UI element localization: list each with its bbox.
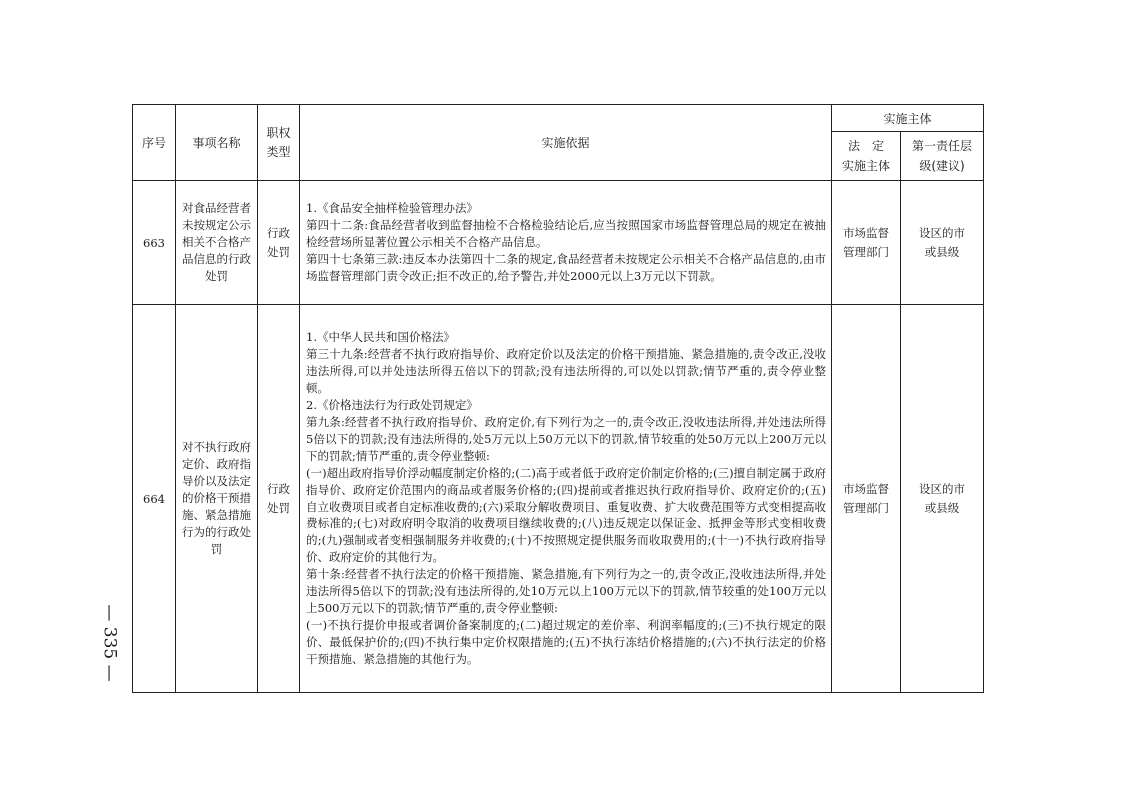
administrative-penalty-table	[132, 104, 984, 693]
row-body: 市场监督管理部门	[832, 305, 901, 693]
row-seq: 664	[133, 305, 176, 693]
basis-paragraph: 1.《中华人民共和国价格法》	[306, 330, 455, 345]
header-subject: 实施主体	[832, 105, 984, 132]
basis-paragraph: (一)不执行提价申报或者调价备案制度的;(二)超过规定的差价率、利润率幅度的;(三)不执行规定的限价、最低保护价的;(四)不执行集中定价权限措施的;(五)不执行冻结价格措施的;(六)不执行法定的价格干预措施、紧急措施的其他行为。	[306, 617, 826, 666]
row-type: 行政处罚	[258, 181, 300, 305]
header-type: 职权类型	[258, 105, 300, 181]
row-basis	[300, 305, 832, 693]
row-name: 对不执行政府定价、政府指导价以及法定的价格干预措施、紧急措施行为的行政处罚	[176, 305, 258, 693]
basis-paragraph: 第十条:经营者不执行法定的价格干预措施、紧急措施,有下列行为之一的,责令改正,没收违法所得,并处违法所得5倍以下的罚款;没有违法所得的,处10万元以上100万元以下的罚款,情节较重的处100万元以上500万元以下的罚款;情节严重的,责令停业整顿:	[306, 567, 826, 615]
row-basis	[300, 181, 832, 305]
basis-paragraph: 1.《食品安全抽样检验管理办法》	[306, 201, 478, 216]
basis-paragraph: 第九条:经营者不执行政府指导价、政府定价,有下列行为之一的,责令改正,没收违法所得,并处违法所得5倍以下的罚款;没有违法所得的,处5万元以上50万元以下的罚款,情节较重的处50万元以上200万元以下的罚款;情节严重的,责令停业整顿:	[306, 414, 826, 463]
header-first-level: 第一责任层级(建议)	[901, 132, 984, 181]
basis-paragraph: (一)超出政府指导价浮动幅度制定价格的;(二)高于或者低于政府定价制定价格的;(三)擅自制定属于政府指导价、政府定价范围内的商品或者服务价格的;(四)提前或者推迟执行政府指导价、政府定价的;(五)自立收费项目或者自定标准收费的;(六)采取分解收费项目、重复收费、扩大收费范围等方式变相提高收费标准的;(七)对政府明令取消的收费项目继续收费的;(八)违反规定以保证金、抵押金等形式变相收费的;(九)强制或者变相强制服务并收费的;(十)不按照规定提供服务而收取费用的;(十一)不执行政府指导价、政府定价的其他行为。	[306, 465, 826, 565]
header-basis: 实施依据	[300, 105, 832, 181]
row-type: 行政处罚	[258, 305, 300, 693]
row-seq: 663	[133, 181, 176, 305]
basis-paragraph: 第四十七条第三款:违反本办法第四十二条的规定,食品经营者未按规定公示相关不合格产品信息的,由市场监督管理部门责令改正;拒不改正的,给予警告,并处2000元以上3万元以下罚款。	[306, 251, 826, 283]
basis-paragraph: 第三十九条:经营者不执行政府指导价、政府定价以及法定的价格干预措施、紧急措施的,责令改正,没收违法所得,可以并处违法所得五倍以下的罚款;没有违法所得的,可以处以罚款;情节严重的,责令停业整顿。	[306, 347, 826, 396]
basis-paragraph: 2.《价格违法行为行政处罚规定》	[306, 398, 478, 413]
row-level: 设区的市或县级	[901, 181, 984, 305]
table-row	[133, 181, 984, 305]
row-body: 市场监督管理部门	[832, 181, 901, 305]
row-name: 对食品经营者未按规定公示相关不合格产品信息的行政处罚	[176, 181, 258, 305]
header-legal-subject: 法 定 实施主体	[832, 132, 901, 181]
table-row	[133, 305, 984, 693]
page-number-text: — 335 —	[100, 604, 121, 682]
header-seq: 序号	[133, 105, 176, 181]
row-level: 设区的市或县级	[901, 305, 984, 693]
basis-paragraph: 第四十二条:食品经营者收到监督抽检不合格检验结论后,应当按照国家市场监督管理总局的规定在被抽检经营场所显著位置公示相关不合格产品信息。	[306, 218, 826, 250]
page-number	[90, 598, 130, 688]
header-name: 事项名称	[176, 105, 258, 181]
